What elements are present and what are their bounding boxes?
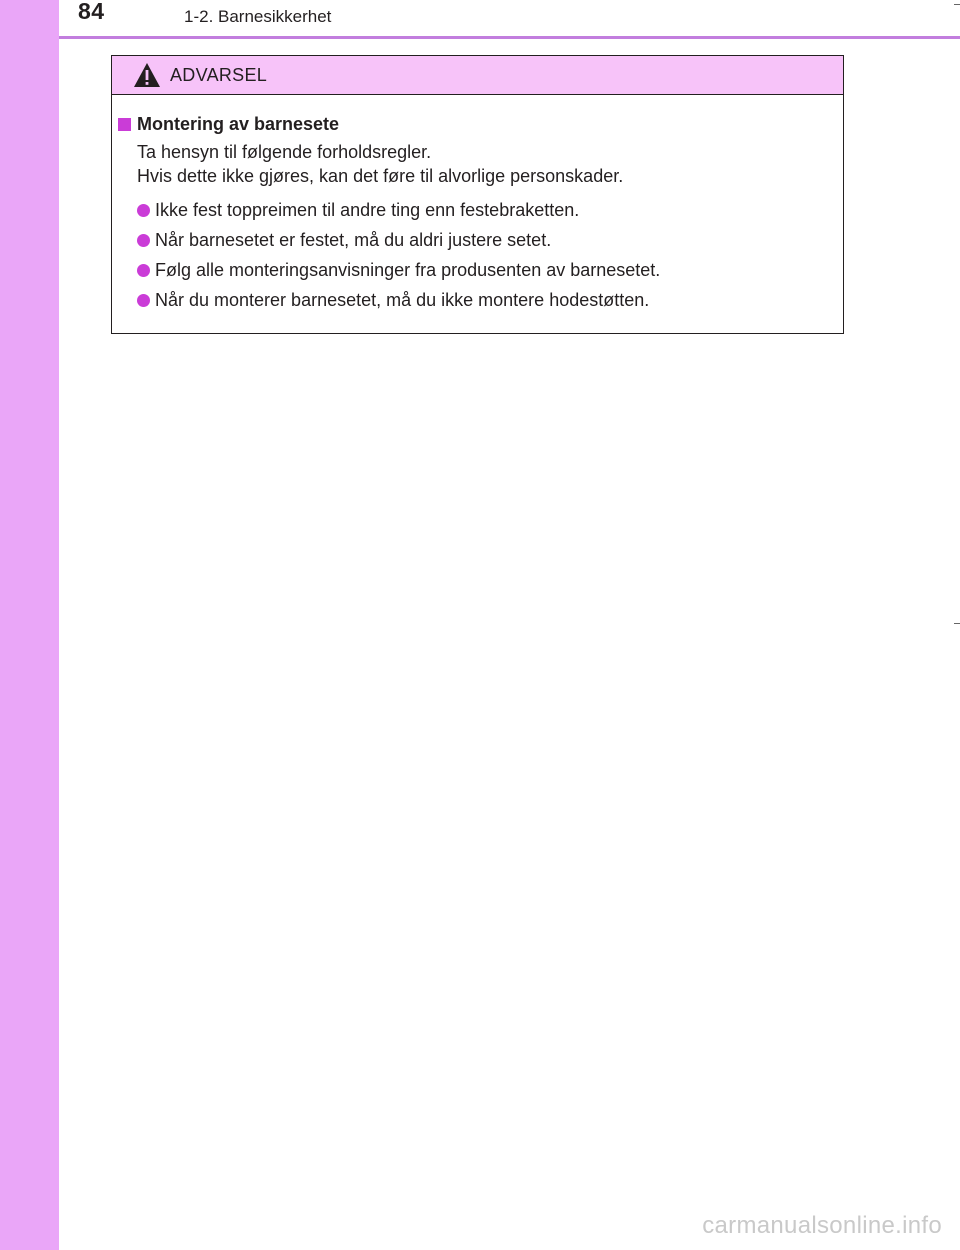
page-number: 84 xyxy=(78,0,105,24)
list-item-text: Ikke fest toppreimen til andre ting enn festebraketten. xyxy=(155,200,580,220)
watermark: carmanualsonline.info xyxy=(702,1212,942,1239)
list-item xyxy=(137,195,843,225)
list-item xyxy=(137,225,843,255)
bullet-list xyxy=(137,195,843,315)
list-item xyxy=(137,255,843,285)
header-rule xyxy=(59,36,960,39)
dot-bullet-icon xyxy=(137,264,150,277)
list-item xyxy=(137,285,843,315)
intro-line: Hvis dette ikke gjøres, kan det føre til alvorlige personskader. xyxy=(137,166,624,186)
warning-body xyxy=(112,95,843,315)
dot-bullet-icon xyxy=(137,234,150,247)
intro-text xyxy=(137,140,843,188)
list-item-text: Når du monterer barnesetet, må du ikke montere hodestøtten. xyxy=(155,290,650,310)
warning-header xyxy=(112,56,843,95)
dot-bullet-icon xyxy=(137,294,150,307)
list-item-text: Følg alle monteringsanvisninger fra produsenten av barnesetet. xyxy=(155,260,661,280)
intro-line: Ta hensyn til følgende forholdsregler. xyxy=(137,142,432,162)
section-title: 1-2. Barnesikkerhet xyxy=(184,7,332,26)
square-bullet-icon xyxy=(118,118,131,131)
subheading-text: Montering av barnesete xyxy=(137,113,340,134)
warning-title: ADVARSEL xyxy=(170,65,268,85)
dot-bullet-icon xyxy=(137,204,150,217)
crop-mark xyxy=(954,4,960,5)
crop-mark xyxy=(954,623,960,624)
warning-box xyxy=(111,55,844,334)
warning-triangle-icon xyxy=(133,62,161,88)
sidebar-band xyxy=(0,0,59,1250)
subheading xyxy=(118,112,843,136)
list-item-text: Når barnesetet er festet, må du aldri justere setet. xyxy=(155,230,552,250)
